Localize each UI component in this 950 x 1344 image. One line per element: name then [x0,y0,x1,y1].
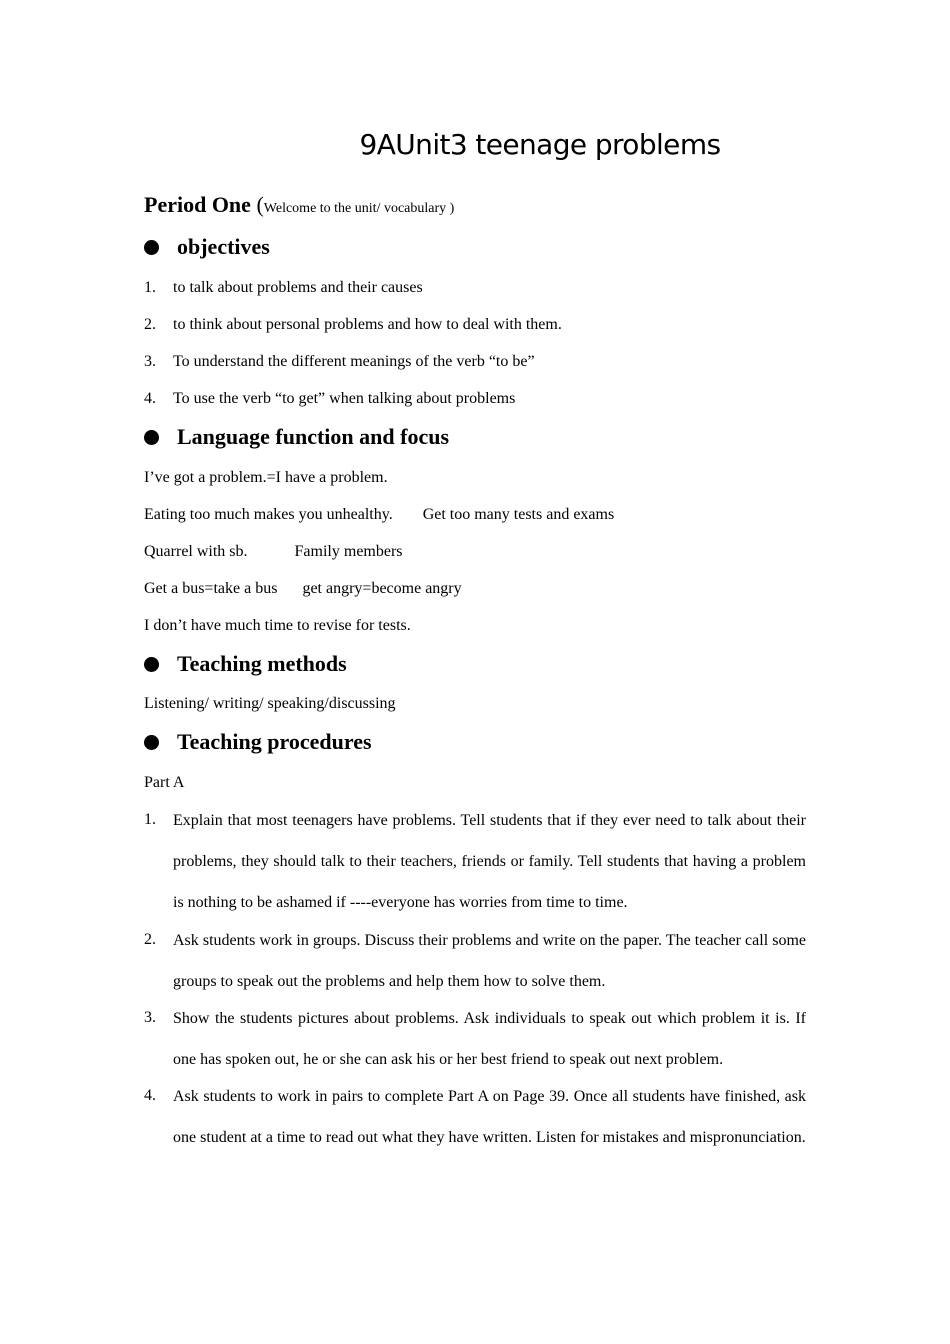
procedure-text: Ask students work in groups. Discuss their problems and write on the paper. The teacher call some groups to speak out the problems and help them how to solve them. [173,932,806,990]
procedure-text: Explain that most teenagers have problems. Tell students that if they ever need to talk about their problems, they should talk to their teachers, friends or family. Tell students that having a problem is nothing to be ashamed if ----everyone has worries from time to time. [173,812,806,911]
language-line [144,469,388,487]
language-line [144,617,411,635]
objective-number: 1. [144,279,156,296]
language-line [144,543,403,561]
procedure-number: 4. [144,1087,156,1104]
objective-text: to talk about problems and their causes [173,279,423,296]
procedure-number: 2. [144,931,156,948]
bullet-icon [144,657,159,672]
objective-number: 2. [144,316,156,333]
period-open-paren: ( [256,192,264,217]
section-heading-language [144,424,449,450]
methods-text: Listening/ writing/ speaking/discussing [144,695,396,712]
period-label: Period One [144,192,251,217]
language-phrase: Get a bus=take a bus [144,580,278,597]
section-heading-label: objectives [177,234,270,259]
section-heading-label: Teaching methods [177,651,347,676]
period-subtitle: Welcome to the unit/ vocabulary ) [263,201,455,216]
section-heading-label: Language function and focus [177,424,450,449]
period-heading [144,192,454,218]
language-phrase: Get too many tests and exams [422,506,615,523]
language-phrase: I’ve got a problem.=I have a problem. [144,469,388,486]
language-phrase: Family members [294,543,403,560]
document-title: 9AUnit3 teenage problems [359,128,721,161]
bullet-icon [144,430,159,445]
language-line [144,580,462,598]
objective-text: To understand the different meanings of the verb “to be” [173,353,535,370]
procedure-number: 1. [144,811,156,828]
bullet-icon [144,735,159,750]
language-phrase: Quarrel with sb. [144,543,248,560]
section-heading-procedures [144,729,372,755]
objective-text: To use the verb “to get” when talking about problems [173,390,516,407]
objective-number: 3. [144,353,156,370]
bullet-icon [144,240,159,255]
objective-number: 4. [144,390,156,407]
language-phrase: get angry=become angry [302,580,462,597]
objective-text: to think about personal problems and how to deal with them. [173,316,562,333]
language-line [144,506,614,524]
language-phrase: Eating too much makes you unhealthy. [144,506,393,523]
language-phrase: I don’t have much time to revise for tests. [144,617,411,634]
part-label: Part A [144,774,185,791]
procedure-text: Show the students pictures about problems. Ask individuals to speak out which problem it is. If one has spoken out, he or she can ask his or her best friend to speak out next problem. [173,1010,806,1068]
section-heading-methods [144,651,347,677]
procedure-text: Ask students to work in pairs to complete Part A on Page 39. Once all students have finished, ask one student at a time to read out what they have written. Listen for mistakes and mispronunciation. [173,1088,806,1146]
section-heading-objectives [144,234,270,260]
section-heading-label: Teaching procedures [177,729,372,754]
procedure-number: 3. [144,1009,156,1026]
